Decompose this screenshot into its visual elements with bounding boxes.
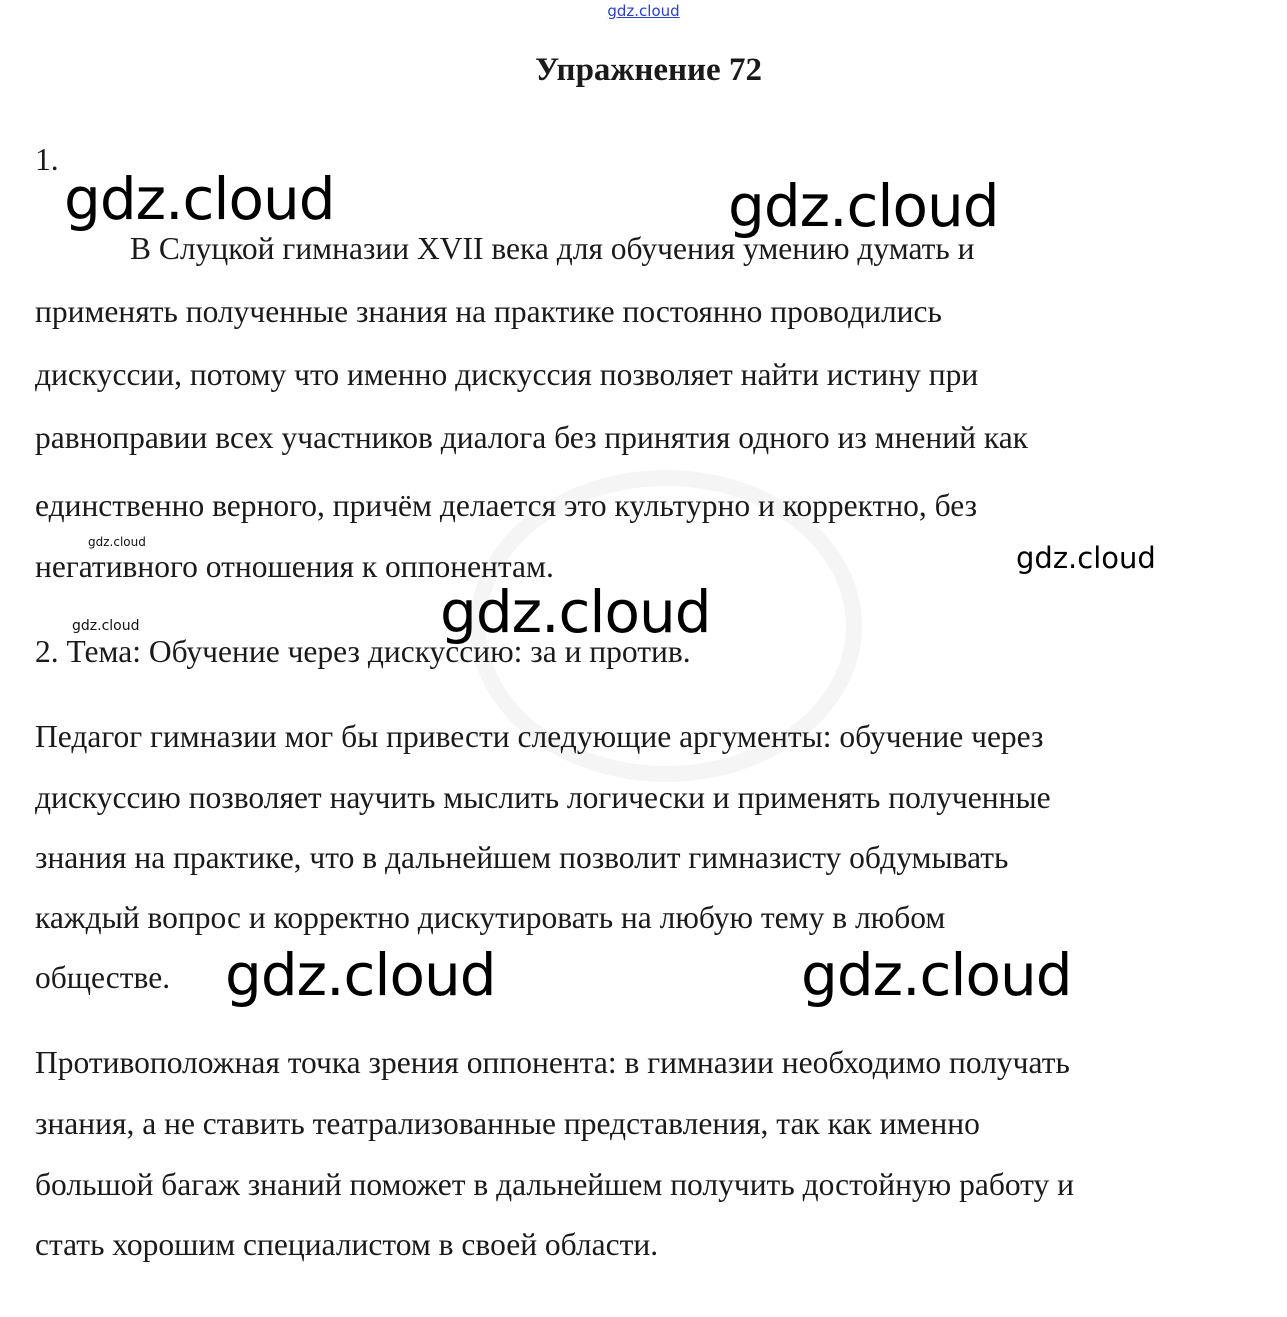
section1-line-6: негативного отношения к оппонентам. xyxy=(35,549,554,584)
section1-line-1: В Слуцкой гимназии XVII века для обучения умению думать и xyxy=(130,231,975,266)
watermark-small-1: gdz.cloud xyxy=(88,535,146,549)
paragraph1-line-2: дискуссию позволяет научить мыслить логически и применять полученные xyxy=(35,780,1051,815)
paragraph2-line-3: большой багаж знаний поможет в дальнейшем получить достойную работу и xyxy=(35,1167,1075,1202)
paragraph1-line-1: Педагог гимназии мог бы привести следующие аргументы: обучение через xyxy=(35,719,1044,754)
section2-topic: 2. Тема: Обучение через дискуссию: за и против. xyxy=(35,634,691,669)
section1-line-5: единственно верного, причём делается это культурно и корректно, без xyxy=(35,488,978,523)
section1-line-4: равноправии всех участников диалога без принятия одного из мнений как xyxy=(35,420,1028,455)
paragraph1-line-5: обществе. xyxy=(35,960,171,995)
site-link[interactable]: gdz.cloud xyxy=(607,2,680,20)
paragraph2-line-4: стать хорошим специалистом в своей области. xyxy=(35,1227,659,1262)
watermark-medium-1: gdz.cloud xyxy=(1016,541,1156,575)
paragraph2-line-1: Противоположная точка зрения оппонента: в гимназии необходимо получать xyxy=(35,1045,1070,1080)
watermark-large-1: gdz.cloud xyxy=(64,165,335,233)
paragraph2-line-2: знания, а не ставить театрализованные представления, так как именно xyxy=(35,1106,980,1141)
section1-line-3: дискуссии, потому что именно дискуссия позволяет найти истину при xyxy=(35,357,979,392)
paragraph1-line-4: каждый вопрос и корректно дискутировать на любую тему в любом xyxy=(35,900,946,935)
section1-number: 1. xyxy=(35,142,59,177)
paragraph1-line-3: знания на практике, что в дальнейшем позволит гимназисту обдумывать xyxy=(35,840,1009,875)
section1-line-2: применять полученные знания на практике постоянно проводились xyxy=(35,294,942,329)
watermark-small-2: gdz.cloud xyxy=(72,618,140,634)
watermark-large-2: gdz.cloud xyxy=(728,172,999,240)
watermark-large-3: gdz.cloud xyxy=(440,578,711,646)
watermark-large-4: gdz.cloud xyxy=(225,941,496,1009)
page-title: Упражнение 72 xyxy=(535,52,762,88)
watermark-large-5: gdz.cloud xyxy=(801,941,1072,1009)
